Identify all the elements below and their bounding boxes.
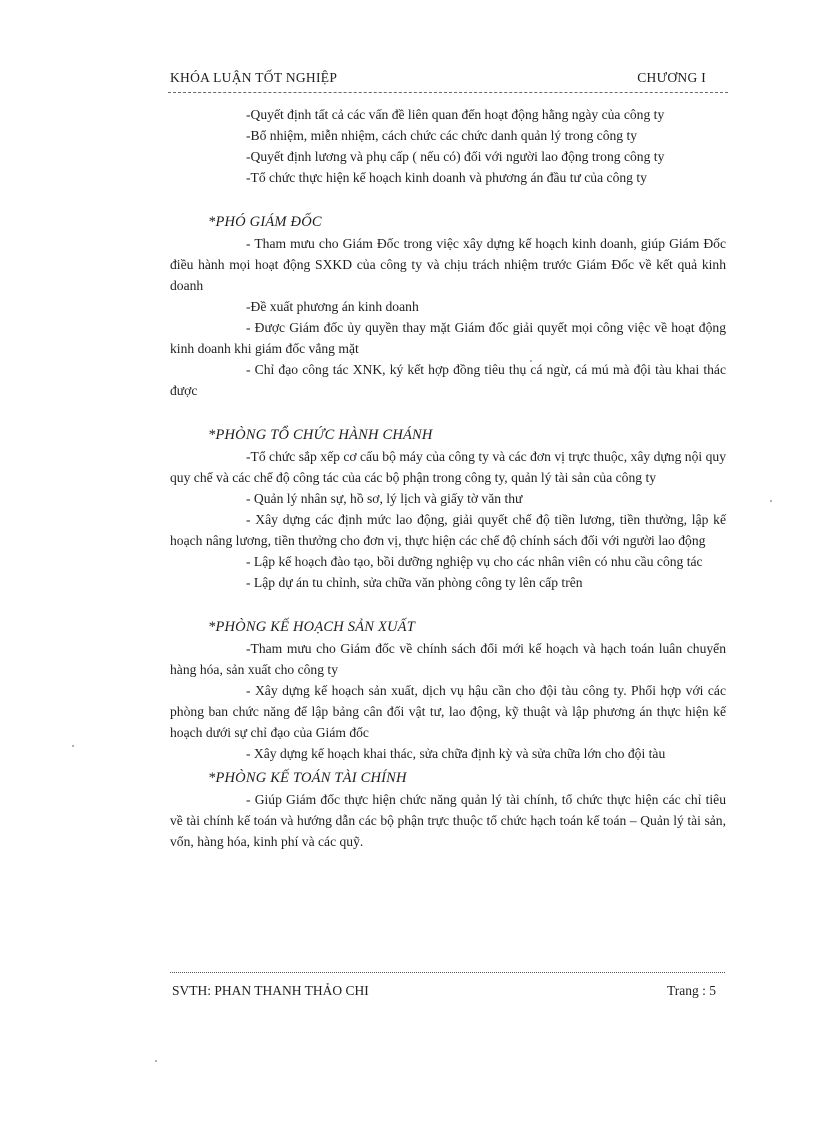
spacer: [170, 401, 726, 411]
paragraph: -Đề xuất phương án kinh doanh: [246, 299, 419, 314]
page-footer: [172, 983, 720, 1003]
paragraph: - Giúp Giám đốc thực hiện chức năng quản lý tài chính, tổ chức thực hiện các chỉ tiêu về tài chính kế toán và hướng dẫn các bộ phận trực thuộc tổ chức hạch toán kế toán – Quản lý tài sản, vốn, hàng hóa, kinh phí và các quỹ.: [170, 792, 726, 849]
section-heading: *PHÒNG KẾ TOÁN TÀI CHÍNH: [208, 770, 407, 786]
header-chapter: CHƯƠNG I: [637, 70, 706, 85]
page-header: [170, 70, 720, 92]
footer-page-number: Trang : 5: [666, 983, 716, 998]
paragraph: - Được Giám đốc ủy quyền thay mặt Giám đốc giải quyết mọi công việc về hoạt động kinh doanh khi giám đốc vắng mặt: [170, 320, 726, 356]
section-giam-doc-tail: [170, 104, 726, 188]
section-heading: *PHÒNG TỔ CHỨC HÀNH CHÁNH: [208, 427, 433, 443]
spacer: [170, 188, 726, 198]
paragraph: - Lập dự án tu chỉnh, sửa chữa văn phòng công ty lên cấp trên: [246, 575, 583, 590]
paragraph: -Tham mưu cho Giám đốc về chính sách đổi mới kế hoạch và hạch toán luân chuyển hàng hóa, sản xuất cho công ty: [170, 641, 726, 677]
spacer: [170, 593, 726, 603]
scan-speck: [530, 360, 532, 362]
paragraph: - Xây dựng kế hoạch sản xuất, dịch vụ hậu cần cho đội tàu công ty. Phối hợp với các phòng ban chức năng để lập bảng cân đối vật tư, lao động, kỹ thuật và lập phương án thực hiện kế hoạch dưới sự chỉ đạo của Giám đốc: [170, 683, 726, 740]
header-rule: [168, 92, 728, 93]
paragraph: -Tổ chức sắp xếp cơ cấu bộ máy của công ty và các đơn vị trực thuộc, xây dựng nội quy quy chế và các chế độ công tác của các bộ phận trong công ty, quản lý tài sản của công ty: [170, 449, 726, 485]
section-phong-ke-toan: [170, 768, 726, 852]
section-pho-giam-doc: [170, 212, 726, 401]
paragraph: -Bổ nhiệm, miễn nhiệm, cách chức các chức danh quản lý trong công ty: [246, 128, 638, 143]
footer-rule: [170, 972, 725, 973]
paragraph: - Xây dựng kế hoạch khai thác, sửa chữa định kỳ và sửa chữa lớn cho đội tàu: [246, 746, 666, 761]
section-heading: *PHÒNG KẾ HOẠCH SẢN XUẤT: [208, 619, 415, 635]
scan-speck: [155, 1060, 157, 1062]
paragraph: -Tổ chức thực hiện kế hoạch kinh doanh và phương án đầu tư của công ty: [246, 170, 647, 185]
scan-speck: [770, 500, 772, 502]
paragraph: - Chỉ đạo công tác XNK, ký kết hợp đồng tiêu thụ cá ngừ, cá mú mà đội tàu khai thác được: [170, 362, 726, 398]
paragraph: - Tham mưu cho Giám Đốc trong việc xây dựng kế hoạch kinh doanh, giúp Giám Đốc điều hành mọi hoạt động SXKD của công ty và chịu trách nhiệm trước Giám Đốc về kết quả kinh doanh: [170, 236, 726, 293]
page-body: [170, 104, 726, 852]
section-heading: *PHÓ GIÁM ĐỐC: [208, 214, 322, 230]
paragraph: - Xây dựng các định mức lao động, giải quyết chế độ tiền lương, tiền thưởng, lập kế hoạch nâng lương, tiền thưởng cho đơn vị, thực hiện các chế độ chính sách đối với người lao động: [170, 512, 726, 548]
paragraph: - Lập kế hoạch đào tạo, bồi dưỡng nghiệp vụ cho các nhân viên có nhu cầu công tác: [246, 554, 703, 569]
paragraph: -Quyết định tất cả các vấn đề liên quan đến hoạt động hằng ngày của công ty: [246, 107, 665, 122]
footer-student-name: SVTH: PHAN THANH THẢO CHI: [172, 983, 369, 998]
header-thesis-title: KHÓA LUẬN TỐT NGHIỆP: [170, 70, 338, 85]
paragraph: -Quyết định lương và phụ cấp ( nếu có) đối với người lao động trong công ty: [246, 149, 665, 164]
paragraph: - Quản lý nhân sự, hồ sơ, lý lịch và giấy tờ văn thư: [246, 491, 523, 506]
scan-speck: [72, 745, 74, 747]
section-phong-to-chuc: [170, 425, 726, 593]
section-phong-ke-hoach: [170, 617, 726, 764]
